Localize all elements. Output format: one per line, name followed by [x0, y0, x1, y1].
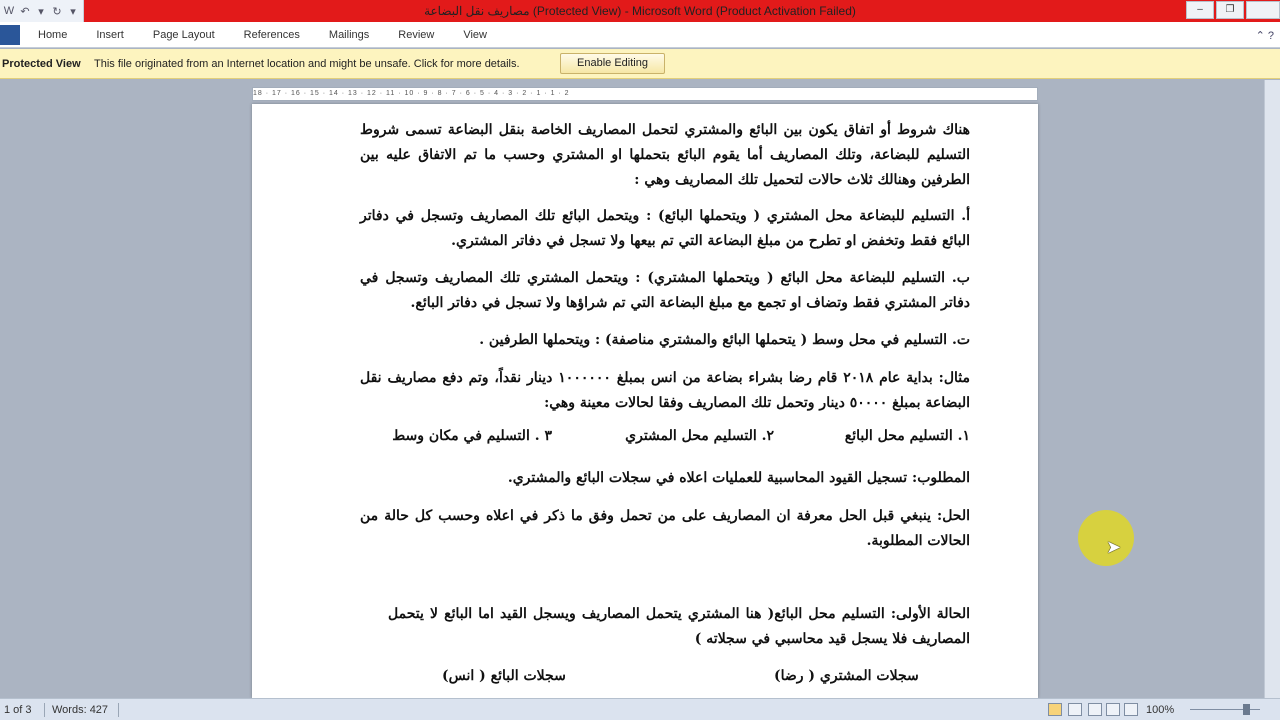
enable-editing-button[interactable]: Enable Editing: [560, 53, 665, 74]
tab-view[interactable]: View: [463, 29, 487, 41]
paragraph-solution: الحل: ينبغي قبل الحل معرفة ان المصاريف على من تحمل وفق ما ذكر في اعلاه وحسب كل حالة من الحالات المطلوبة.: [360, 508, 970, 549]
ribbon-right-icons: [1256, 29, 1274, 42]
paragraph-intro: هناك شروط أو اتفاق يكون بين البائع والمشتري لتحمل المصاريف الخاصة بنقل البضاعة تسمى شروط التسليم للبضاعة، وتلك المصاريف أما يقوم البائع بتحملها او المشتري وحسب ما تم الاتفاق عليه بين الطرفين وهنالك ثلاث حالات لتحميل تلك المصاريف وهي :: [360, 122, 970, 188]
seller-records-heading: سجلات البائع ( انس): [442, 668, 566, 684]
ribbon: [0, 22, 1280, 48]
option-2: ٢. التسليم محل المشتري: [625, 428, 774, 444]
close-button[interactable]: [1246, 1, 1280, 19]
print-layout-icon[interactable]: [1048, 703, 1062, 716]
tab-review[interactable]: Review: [398, 29, 435, 41]
option-3: ٣ . التسليم في مكان وسط: [392, 428, 552, 444]
tab-mailings[interactable]: Mailings: [328, 29, 370, 41]
mouse-pointer-icon: ➤: [1106, 537, 1122, 557]
draft-icon[interactable]: [1124, 703, 1138, 716]
paragraph-case-b: ب. التسليم للبضاعة محل البائع ( ويتحملها المشتري) : ويتحمل المشتري تلك المصاريف وتسجل في دفاتر المشتري فقط وتضاف او تجمع مع مبلغ البضاعة التي تم شراؤها ولا تسجل في دفاتر البائع.: [360, 270, 970, 311]
protected-view-bar[interactable]: [0, 49, 1280, 79]
status-bar: [0, 698, 1280, 720]
protected-view-message[interactable]: This file originated from an Internet location and might be unsafe. Click for more details.: [94, 58, 520, 70]
window-controls: [1184, 0, 1280, 20]
document-page[interactable]: [252, 104, 1038, 698]
option-1: ١. التسليم محل البائع: [844, 428, 970, 444]
customize-icon[interactable]: ▾: [70, 5, 76, 18]
title-bar: [0, 0, 1280, 22]
web-layout-icon[interactable]: [1088, 703, 1102, 716]
window-title: مصاريف نقل البضاعة (Protected View) - Microsoft Word (Product Activation Failed): [424, 4, 856, 18]
status-divider: [118, 703, 119, 717]
word-count[interactable]: Words: 427: [52, 704, 109, 716]
outline-icon[interactable]: [1106, 703, 1120, 716]
zoom-slider-thumb[interactable]: [1243, 704, 1250, 715]
paragraph-case-a: أ. التسليم للبضاعة محل المشتري ( ويتحملها البائع) : ويتحمل البائع تلك المصاريف وتسجل في دفاتر البائع فقط وتخفض او تطرح من مبلغ البضاعة التي تم بيعها ولا تسجل في دفاتر المشتري.: [360, 208, 970, 249]
paragraph-case-c: ت. التسليم في محل وسط ( يتحملها البائع والمشتري مناصفة) : ويتحملها الطرفين .: [479, 332, 970, 348]
ruler-ticks: 18 · 17 · 16 · 15 · 14 · 13 · 12 · 11 · 10 · 9 · 8 · 7 · 6 · 5 · 4 · 3 · 2 · 1 · 1 · 2: [253, 90, 570, 97]
word-icon[interactable]: W: [3, 5, 15, 17]
dropdown-icon[interactable]: ▾: [38, 5, 44, 18]
protected-view-label: Protected View: [2, 58, 81, 70]
redo-icon[interactable]: ↻: [52, 5, 62, 18]
paragraph-case-one: الحالة الأولى: التسليم محل البائع( هنا المشتري يتحمل المصاريف ويسجل القيد اما البائع لا يتحمل المصاريف فلا يسجل قيد محاسبي في سجلاته ): [388, 606, 970, 647]
tab-page-layout[interactable]: Page Layout: [152, 29, 215, 41]
minimize-button[interactable]: –: [1186, 1, 1214, 19]
vertical-scrollbar[interactable]: [1264, 80, 1280, 698]
undo-icon[interactable]: ↶: [20, 5, 30, 18]
full-screen-reading-icon[interactable]: [1068, 703, 1082, 716]
tab-insert[interactable]: Insert: [96, 29, 124, 41]
zoom-level[interactable]: 100%: [1146, 704, 1175, 716]
file-tab[interactable]: [0, 25, 20, 45]
buyer-records-heading: سجلات المشتري ( رضا): [774, 668, 919, 684]
status-divider: [44, 703, 45, 717]
horizontal-ruler[interactable]: [252, 87, 1038, 101]
help-icon[interactable]: ?: [1267, 30, 1274, 42]
paragraph-example: مثال: بداية عام ٢٠١٨ قام رضا بشراء بضاعة من انس بمبلغ ١٠٠٠٠٠٠ دينار نقداً، وتم دفع مصاريف نقل البضاعة بمبلغ ٥٠٠٠٠ دينار وتحمل تلك المصاريف وفقا لحالات معينة وهي:: [360, 370, 970, 411]
paragraph-required: المطلوب: تسجيل القيود المحاسبية للعمليات اعلاه في سجلات البائع والمشتري.: [507, 470, 970, 486]
tab-references[interactable]: References: [243, 29, 300, 41]
ribbon-tabs: [38, 29, 516, 41]
maximize-button[interactable]: ❐: [1216, 1, 1244, 19]
tab-home[interactable]: Home: [38, 29, 68, 41]
chevron-up-icon[interactable]: ⌃: [1255, 30, 1265, 42]
page-count[interactable]: 1 of 3: [4, 704, 32, 716]
